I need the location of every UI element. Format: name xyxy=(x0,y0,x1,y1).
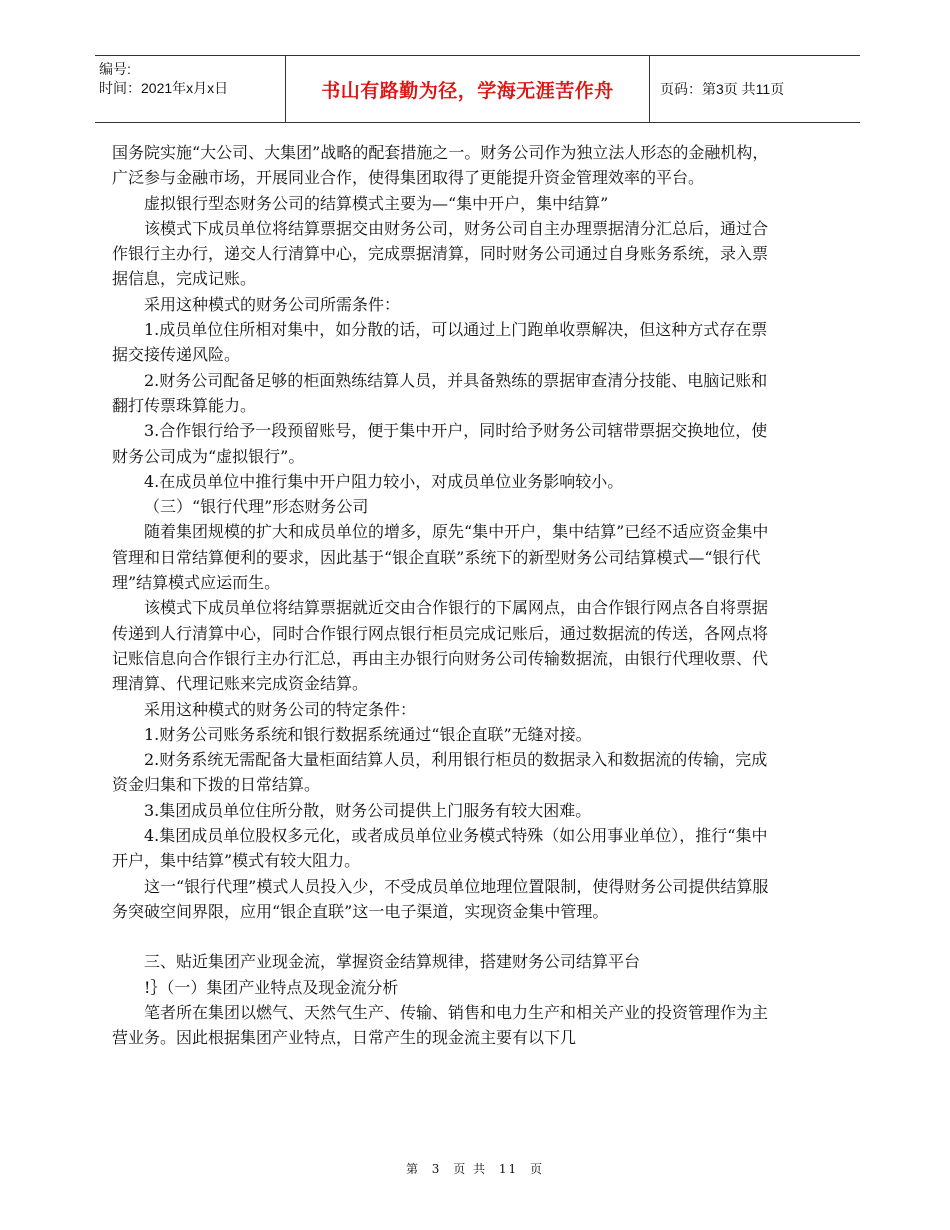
paragraph: 采用这种模式的财务公司所需条件： xyxy=(144,294,401,314)
time-label: 时间：2021年x月x日 xyxy=(99,80,229,96)
paragraph: 国务院实施“大公司、大集团”战略的配套措施之一。财务公司作为独立法人形态的金融机构，广泛参与金融市场，开展同业合作，使得集团取得了更能提升资金管理效率的平台。 xyxy=(112,143,769,188)
serial-label: 编号: xyxy=(99,61,131,77)
page-footer xyxy=(0,1160,950,1177)
footer-page-mid: 页 共 xyxy=(453,1162,488,1176)
footer-page-number: 3 xyxy=(431,1162,442,1176)
list-item: 2.财务系统无需配备大量柜面结算人员，利用银行柜员的数据录入和数据流的传输，完成资金归集和下拨的日常结算。 xyxy=(112,750,768,795)
subsection-heading: !｝（一）集团产业特点及现金流分析 xyxy=(144,977,399,997)
list-item: 4.集团成员单位股权多元化，或者成员单位业务模式特殊（如公用事业单位），推行“集中开户，集中结算”模式有较大阻力。 xyxy=(112,826,768,871)
paragraph: 这一“银行代理”模式人员投入少，不受成员单位地理位置限制，使得财务公司提供结算服务突破空间界限，应用“银企直联”这一电子渠道，实现资金集中管理。 xyxy=(112,876,769,921)
list-item: 3.合作银行给予一段预留账号，便于集中开户，同时给予财务公司辖带票据交换地位，使财务公司成为“虚拟银行”。 xyxy=(112,421,768,466)
document-header xyxy=(95,55,860,123)
header-page-info: 页码：第3页 共11页 xyxy=(660,81,785,97)
list-item: 1.成员单位住所相对集中，如分散的话，可以通过上门跑单收票解决，但这种方式存在票据交接传递风险。 xyxy=(112,320,768,365)
footer-total-pages: 11 xyxy=(498,1162,519,1176)
list-item: 4.在成员单位中推行集中开户阻力较小，对成员单位业务影响较小。 xyxy=(144,471,624,491)
blank-line xyxy=(112,924,772,949)
footer-page-end: 页 xyxy=(530,1162,545,1176)
section-heading: （三）“银行代理”形态财务公司 xyxy=(144,497,369,517)
paragraph: 笔者所在集团以燃气、天然气生产、传输、销售和电力生产和相关产业的投资管理作为主营业务。因此根据集团产业特点，日常产生的现金流主要有以下几 xyxy=(112,1002,769,1048)
paragraph: 该模式下成员单位将结算票据交由财务公司，财务公司自主办理票据清分汇总后，通过合作银行主办行，递交人行清算中心，完成票据清算，同时财务公司通过自身账务系统，录入票据信息，完成记账。 xyxy=(112,218,769,289)
footer-page-label: 第 xyxy=(405,1162,420,1176)
section-heading: 三、贴近集团产业现金流，掌握资金结算规律，搭建财务公司结算平台 xyxy=(144,952,641,972)
list-item: 2.财务公司配备足够的柜面熟练结算人员，并具备熟练的票据审查清分技能、电脑记账和翻打传票珠算能力。 xyxy=(112,370,768,415)
paragraph: 采用这种模式的财务公司的特定条件： xyxy=(144,699,417,719)
paragraph: 虚拟银行型态财务公司的结算模式主要为—“集中开户，集中结算” xyxy=(144,193,609,213)
list-item: 1.财务公司账务系统和银行数据系统通过“银企直联”无缝对接。 xyxy=(144,724,592,744)
header-meta-cell xyxy=(95,56,285,122)
document-body xyxy=(112,140,772,1050)
paragraph: 随着集团规模的扩大和成员单位的增多，原先“集中开户，集中结算”已经不适应资金集中管理和日常结算便利的要求，因此基于“银企直联”系统下的新型财务公司结算模式—“银行代理”结算模式应运而生。 xyxy=(112,522,769,593)
paragraph: 该模式下成员单位将结算票据就近交由合作银行的下属网点，由合作银行网点各自将票据传递到人行清算中心，同时合作银行网点银行柜员完成记账后，通过数据流的传送，各网点将记账信息向合作银行主办行汇总，再由主办银行向财务公司传输数据流，由银行代理收票、代理清算、代理记账来完成资金结算。 xyxy=(112,598,769,694)
header-motto: 书山有路勤为径，学海无涯苦作舟 xyxy=(285,56,650,122)
list-item: 3.集团成员单位住所分散，财务公司提供上门服务有较大困难。 xyxy=(144,800,592,820)
